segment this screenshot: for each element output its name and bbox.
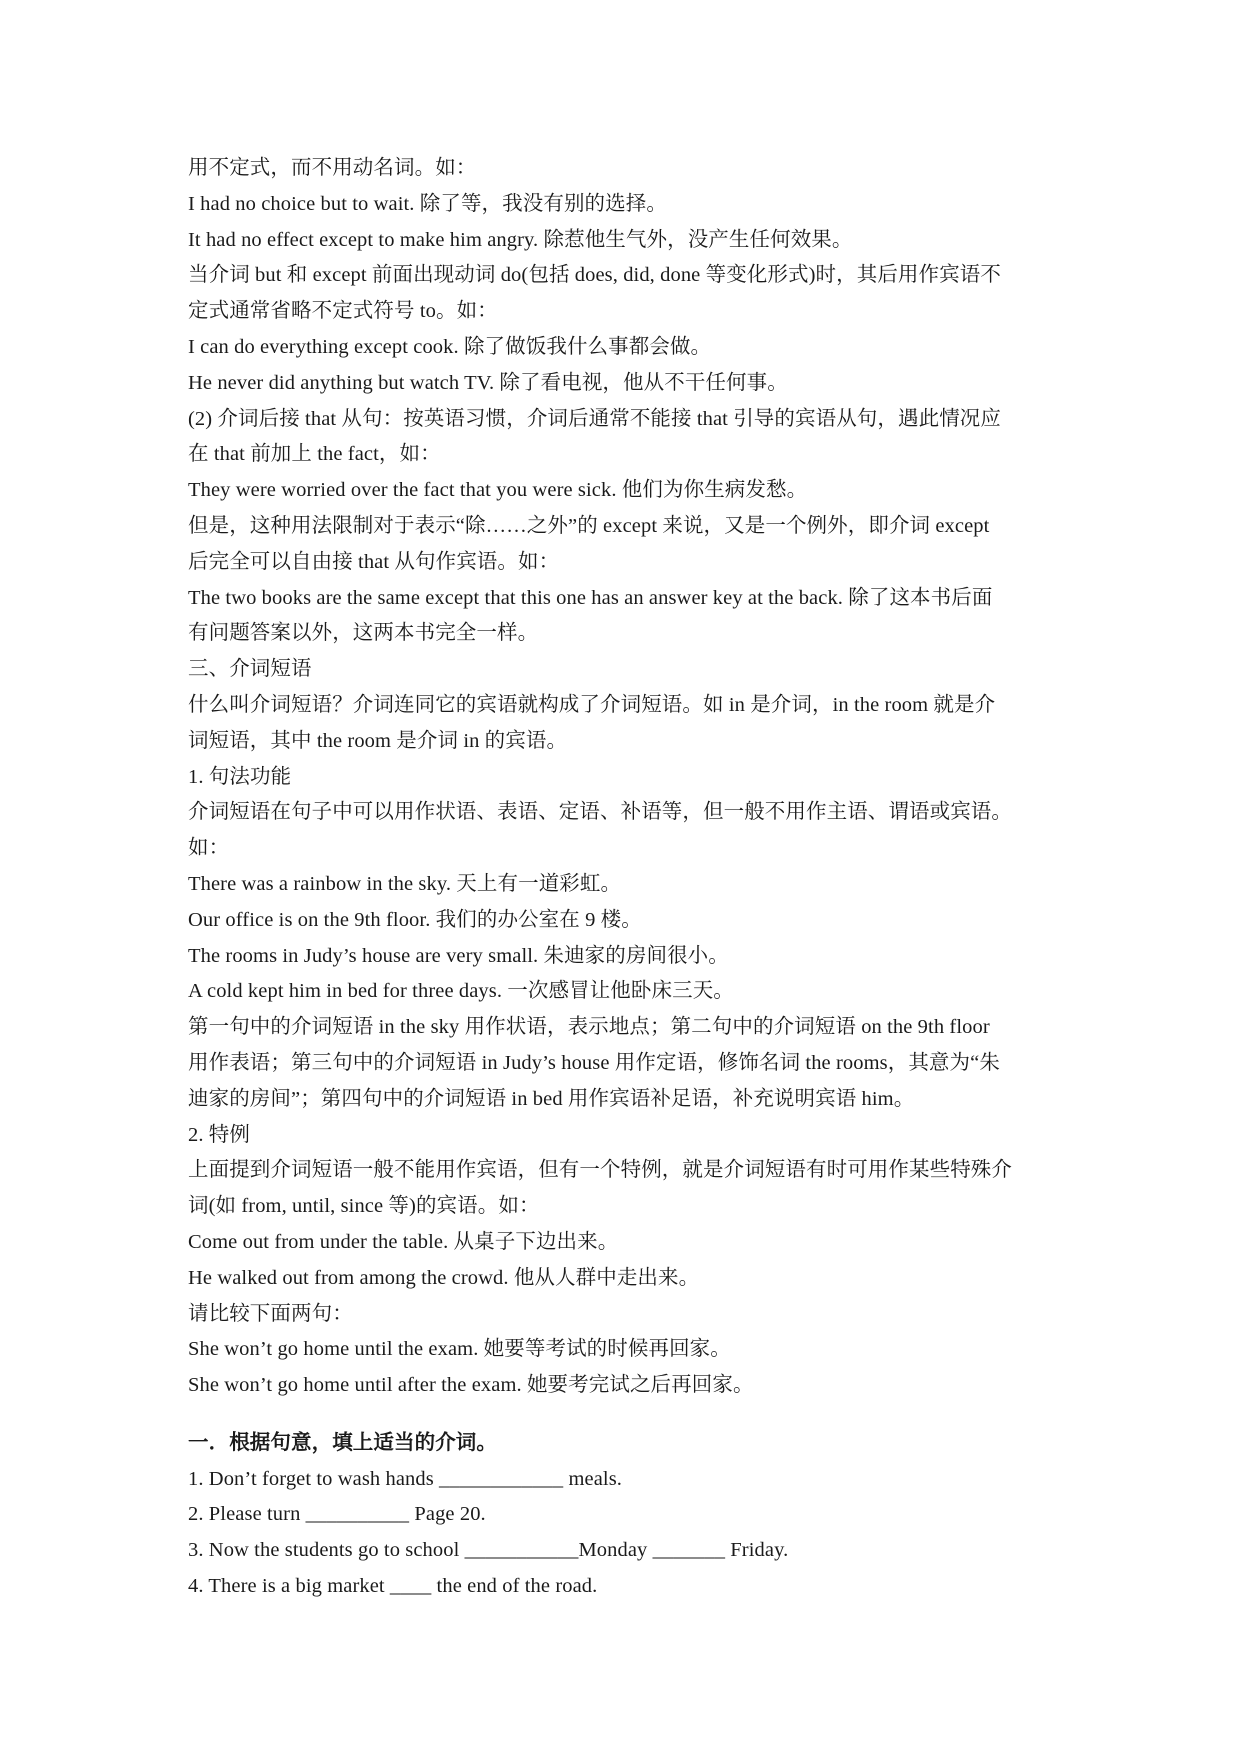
text-line: The two books are the same except that this one has an answer key at the back. 除了这本书后面 xyxy=(188,586,993,609)
text-line: 用不定式，而不用动名词。如： xyxy=(188,157,477,179)
exercise-item: 3. Now the students go to school ___________Monday _______ Friday. xyxy=(188,1539,789,1562)
body-text xyxy=(188,151,1058,1404)
text-line: 定式通常省略不定式符号 to。如： xyxy=(188,300,498,323)
text-line: 2. 特例 xyxy=(188,1123,250,1146)
text-line: There was a rainbow in the sky. 天上有一道彩虹。 xyxy=(188,872,622,895)
exercise-item: 1. Don’t forget to wash hands ____________ meals. xyxy=(188,1467,623,1490)
text-line: 什么叫介词短语？介词连同它的宾语就构成了介词短语。如 in 是介词，in the room 就是介 xyxy=(188,693,996,716)
text-line: 第一句中的介词短语 in the sky 用作状语，表示地点；第二句中的介词短语 on the 9th floor xyxy=(188,1016,990,1039)
text-line: I can do everything except cook. 除了做饭我什么事都会做。 xyxy=(188,335,712,358)
text-line: He never did anything but watch TV. 除了看电视，他从不干任何事。 xyxy=(188,371,788,394)
document-page xyxy=(188,151,1058,1605)
text-line: He walked out from among the crowd. 他从人群中走出来。 xyxy=(188,1266,700,1289)
text-line: 迪家的房间”；第四句中的介词短语 in bed 用作宾语补足语，补充说明宾语 him。 xyxy=(188,1087,915,1110)
text-line: 后完全可以自由接 that 从句作宾语。如： xyxy=(188,550,560,573)
text-line: 1. 句法功能 xyxy=(188,765,292,788)
text-line: She won’t go home until the exam. 她要等考试的时候再回家。 xyxy=(188,1338,731,1361)
text-line: It had no effect except to make him angry. 除惹他生气外，没产生任何效果。 xyxy=(188,228,853,251)
text-line: The rooms in Judy’s house are very small. 朱迪家的房间很小。 xyxy=(188,944,729,967)
text-line: 词短语，其中 the room 是介词 in 的宾语。 xyxy=(188,729,568,752)
section-gap xyxy=(188,1404,1058,1426)
text-line: 请比较下面两句： xyxy=(188,1302,353,1325)
text-line: 上面提到介词短语一般不能用作宾语，但有一个特例，就是介词短语有时可用作某些特殊介 xyxy=(188,1159,1012,1182)
text-line: Our office is on the 9th floor. 我们的办公室在 9 楼。 xyxy=(188,908,642,931)
text-line: 词(如 from, until, since 等)的宾语。如： xyxy=(188,1195,540,1218)
text-line: Come out from under the table. 从桌子下边出来。 xyxy=(188,1230,619,1253)
text-line: 用作表语；第三句中的介词短语 in Judy’s house 用作定语，修饰名词 the rooms，其意为“朱 xyxy=(188,1051,1000,1074)
text-line: 在 that 前加上 the fact，如： xyxy=(188,443,441,466)
text-line: 但是，这种用法限制对于表示“除……之外”的 except 来说，又是一个例外，即介词 except xyxy=(188,514,990,537)
text-line: I had no choice but to wait. 除了等，我没有别的选择。 xyxy=(188,192,667,215)
text-line: 有问题答案以外，这两本书完全一样。 xyxy=(188,622,539,645)
text-line: 当介词 but 和 except 前面出现动词 do(包括 does, did, done 等变化形式)时，其后用作宾语不 xyxy=(188,264,1001,287)
text-line: A cold kept him in bed for three days. 一次感冒让他卧床三天。 xyxy=(188,980,734,1003)
exercise-item: 2. Please turn __________ Page 20. xyxy=(188,1503,486,1526)
text-line: 三、介词短语 xyxy=(188,658,312,681)
text-line: They were worried over the fact that you were sick. 他们为你生病发愁。 xyxy=(188,479,808,502)
text-line: 如： xyxy=(188,837,230,860)
exercise-list xyxy=(188,1462,1058,1605)
text-line: (2) 介词后接 that 从句：按英语习惯，介词后通常不能接 that 引导的宾语从句，遇此情况应 xyxy=(188,407,1002,430)
text-line: She won’t go home until after the exam. 她要考完试之后再回家。 xyxy=(188,1374,754,1397)
exercise-item: 4. There is a big market ____ the end of the road. xyxy=(188,1575,598,1598)
exercise-heading: 一．根据句意，填上适当的介词。 xyxy=(188,1431,497,1454)
text-line: 介词短语在句子中可以用作状语、表语、定语、补语等，但一般不用作主语、谓语或宾语。 xyxy=(188,801,1012,824)
